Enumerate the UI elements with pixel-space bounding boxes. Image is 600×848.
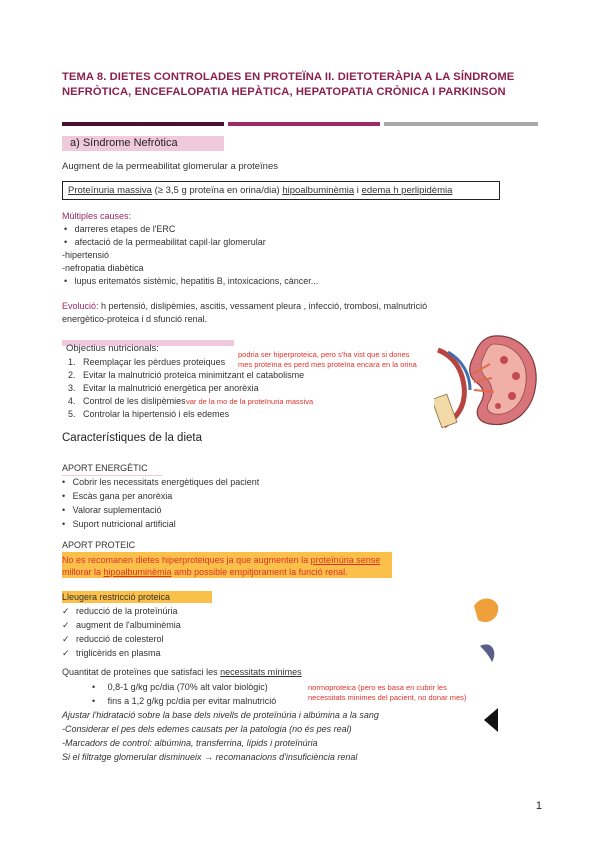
energetic-text: Escàs gana per anorèxia	[72, 491, 173, 501]
divider-magenta	[228, 122, 380, 126]
proteic-line1	[62, 555, 380, 566]
filtratge-line	[62, 752, 357, 763]
cause-item: • lupus eritematós sistèmic, hepatitis B, intoxicacions, càncer...	[64, 276, 319, 286]
aport-energetic-heading: APORT ENERGÈTIC	[62, 463, 148, 473]
restriccio-text: augment de l'albuminèmia	[76, 620, 181, 630]
intro-text: Augment de la permeabilitat glomerular a proteïnes	[62, 161, 278, 172]
arrow-icon: →	[204, 752, 214, 762]
proteic-text: No es recomanen dietes hiperproteiques ja que augmenten la	[62, 555, 311, 565]
objectiu-item	[68, 383, 259, 394]
quantitat-value: fins a 1,2 g/kg pc/dia per evitar malnutrició	[107, 696, 277, 706]
heading-underline	[62, 475, 162, 476]
check-icon: ✓	[62, 620, 70, 630]
quantitat-line	[62, 667, 302, 678]
quantitat-item: • 0,8-1 g/kg pc/dia (70% alt valor biològic)	[92, 682, 268, 692]
cause-dash: -nefropatia diabètica	[62, 263, 144, 273]
restriccio-item	[62, 606, 178, 617]
kidney-illustration	[434, 330, 540, 430]
page-number: 1	[535, 800, 542, 812]
check-icon: ✓	[62, 648, 70, 658]
proteic-term: proteïnúria sense	[310, 555, 381, 565]
objectiu-item	[68, 370, 304, 381]
objectiu-item	[68, 409, 229, 420]
definition-text	[68, 185, 452, 196]
objectiu-item	[68, 357, 225, 368]
restriccio-item	[62, 648, 161, 659]
aport-proteic-heading: APORT PROTEIC	[62, 540, 136, 550]
objectiu-text: Reemplaçar les pèrdues proteiques	[83, 357, 226, 367]
evolucio-line2: energètico-proteica i d sfunció renal.	[62, 314, 208, 324]
restriccio-text: reducció de colesterol	[76, 634, 164, 644]
proteinuria-detail: (≥ 3,5 g proteïna en orina/dia)	[151, 185, 283, 196]
cause-text: afectació de la permeabilitat capil·lar glomerular	[74, 237, 266, 247]
energetic-item: • Suport nutricional artificial	[62, 519, 176, 529]
evolucio-text: h pertensió, dislipèmies, ascitis, vessament pleura , infecció, trombosi, malnutrició	[98, 301, 428, 311]
energetic-item: • Escàs gana per anorèxia	[62, 491, 173, 501]
hipoalbuminemia-term: hipoalbuminèmia	[282, 185, 355, 196]
cause-text: darreres etapes de l'ERC	[74, 224, 176, 234]
energetic-item: • Cobrir les necessitats energètiques del pacient	[62, 477, 260, 487]
restriccio-item	[62, 634, 164, 645]
filtratge-text: recomanacions d'insuficiència renal	[213, 752, 358, 762]
connector: i	[354, 185, 362, 196]
objectiu-text: Evitar la malnutrició energètica per anorèxia	[83, 383, 259, 393]
check-icon: ✓	[62, 634, 70, 644]
evolucio-label: Evolució:	[62, 301, 99, 311]
objectiu-num: 2.	[68, 370, 76, 380]
energetic-text: Cobrir les necessitats energètiques del pacient	[72, 477, 260, 487]
quantitat-value: 0,8-1 g/kg pc/dia (70% alt valor biològic)	[107, 682, 268, 692]
proteic-text: millorar la	[62, 567, 104, 577]
caracteristiques-heading: Característiques de la dieta	[62, 432, 202, 444]
energetic-text: Valorar suplementació	[72, 505, 162, 515]
annotation-handwritten: var de la mo de la proteïnuria massiva	[186, 397, 314, 406]
proteic-text: amb possible empitjorament la funció renal.	[171, 567, 348, 577]
objectiu-num: 4.	[68, 396, 76, 406]
quantitat-text: Quantitat de proteïnes que satisfaci les	[62, 667, 221, 677]
cause-dash: -hipertensió	[62, 250, 110, 260]
considerar-line: -Considerar el pes dels edemes causats per la patologia (no és pes real)	[62, 724, 352, 734]
cause-item: • darreres etapes de l'ERC	[64, 224, 176, 234]
objectiu-num: 3.	[68, 383, 76, 393]
proteinuria-term: Proteïnuria massiva	[68, 185, 152, 196]
objectiu-item	[68, 396, 186, 407]
annotation-handwritten: necessitats minimes del pacient, no donar mes)	[308, 693, 467, 702]
objectiu-text: Evitar la malnutrició proteica minimitzant el catabolisme	[83, 370, 305, 380]
objectiu-num: 5.	[68, 409, 76, 419]
energetic-item: • Valorar suplementació	[62, 505, 162, 515]
evolucio-line	[62, 301, 427, 312]
cause-item: • afectació de la permeabilitat capil·lar glomerular	[64, 237, 266, 247]
quantitat-item: • fins a 1,2 g/kg pc/dia per evitar malnutrició	[92, 696, 277, 706]
proteic-line2	[62, 567, 348, 578]
section-heading: a) Síndrome Nefròtica	[62, 136, 224, 151]
restriccio-text: triglicèrids en plasma	[76, 648, 161, 658]
restriccio-heading: Lleugera restricció proteica	[62, 592, 171, 602]
energetic-text: Suport nutricional artificial	[72, 519, 176, 529]
quantitat-term: necessitats mínimes	[220, 667, 302, 677]
filtratge-text: Si el filtratge glomerular disminueix	[62, 752, 205, 762]
edema-term: edema	[361, 185, 391, 196]
cause-text: lupus eritematós sistèmic, hepatitis B, intoxicacions, càncer...	[74, 276, 319, 286]
restriccio-text: reducció de la proteïnúria	[76, 606, 178, 616]
decorative-shapes	[470, 596, 500, 736]
objectiu-text: Controlar la hipertensió i els edemes	[83, 409, 230, 419]
annotation-handwritten: podria ser hiperproteica, pero s'ha vist que si dones	[238, 350, 410, 359]
check-icon: ✓	[62, 606, 70, 616]
annotation-handwritten: normoproteica (pero es basa en cubrir les	[308, 683, 447, 692]
hiperlipidemia-term: h perlipidèmia	[390, 185, 453, 196]
objectius-heading: Objectius nutricionals:	[66, 343, 159, 354]
proteic-term: hipoalbuminèmia	[103, 567, 172, 577]
annotation-handwritten: mes proteïna es perd mes proteïna encara en la orina	[238, 360, 417, 369]
objectiu-text: Control de les dislipèmies	[83, 396, 186, 406]
divider-dark	[62, 122, 224, 126]
page-title: TEMA 8. DIETES CONTROLADES EN PROTEÏNA II. DIETOTERÀPIA A LA SÍNDROME NEFRÒTICA, ENCEFALOPATIA HEPÀTICA, HEPATOPATIA CRÒNICA I PARKINSON	[62, 71, 515, 98]
marcadors-line: -Marcadors de control: albúmina, transferrina, lípids i proteïnúria	[62, 738, 318, 748]
restriccio-item	[62, 620, 181, 631]
divider-gray	[384, 122, 538, 126]
ajust-line: Ajustar l'hidratació sobre la base dels nivells de proteïnúria i albúmina a la sang	[62, 710, 379, 720]
causes-heading: Múltiples causes:	[62, 211, 132, 221]
objectiu-num: 1.	[68, 357, 76, 367]
